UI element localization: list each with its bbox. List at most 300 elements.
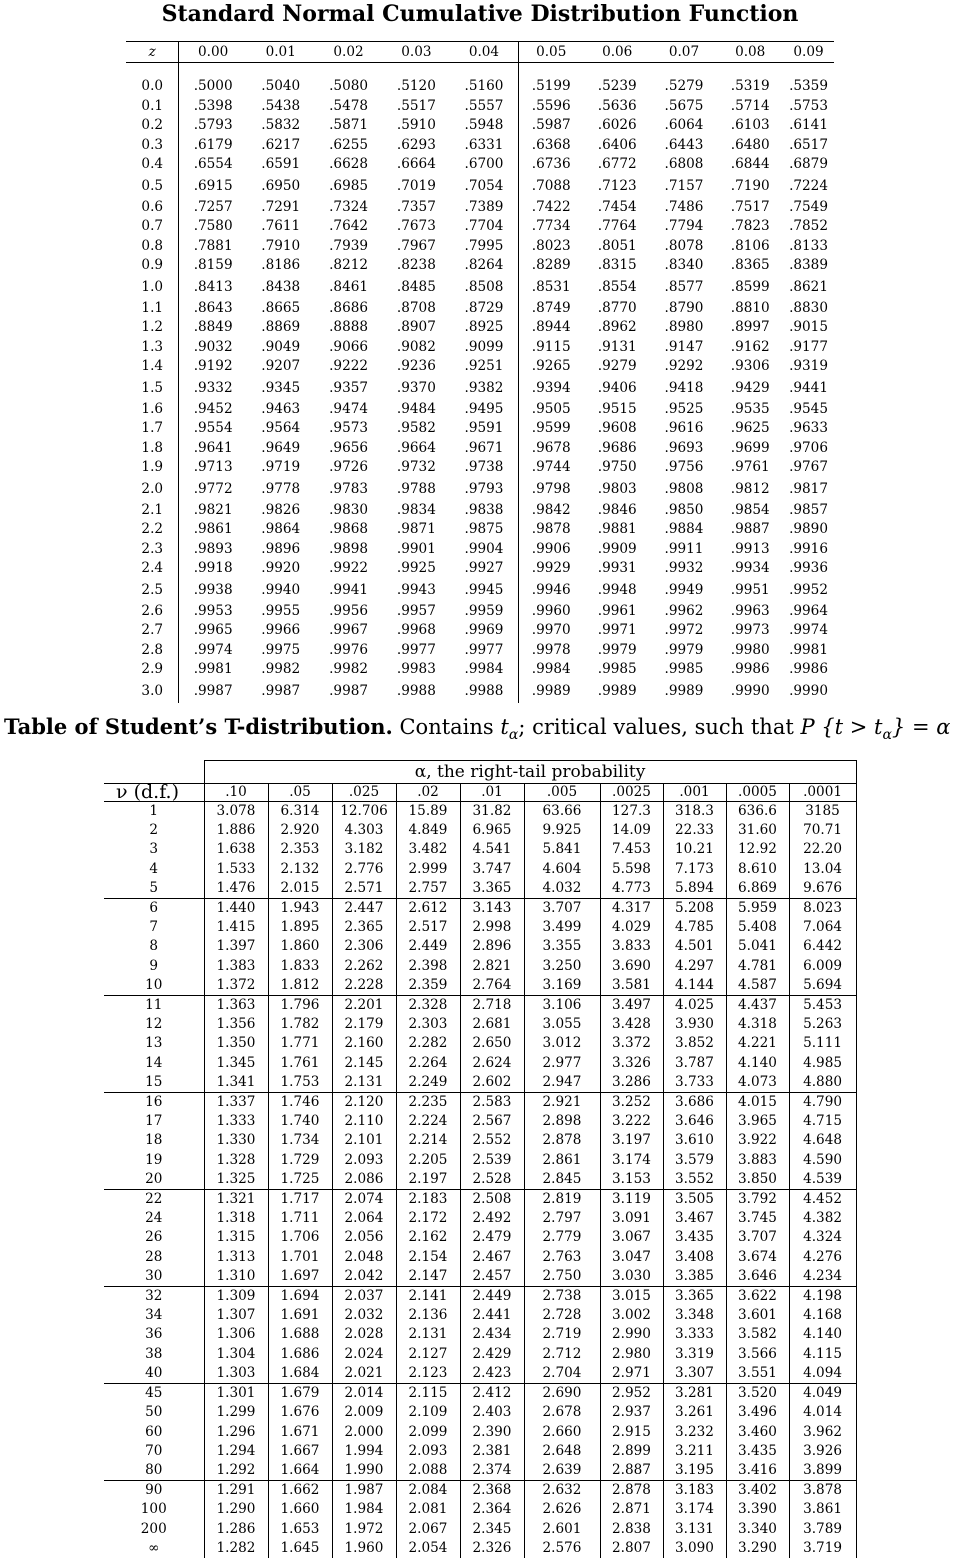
t-critical-cell: 2.990	[600, 1325, 663, 1344]
t-critical-cell: 2.024	[332, 1345, 396, 1364]
t-critical-cell: 2.937	[600, 1403, 663, 1422]
t-critical-cell: 3.002	[600, 1306, 663, 1325]
t-critical-cell: 2.042	[332, 1267, 396, 1287]
df-header: ν (d.f.)	[104, 784, 204, 802]
t-critical-cell: 1.796	[268, 996, 332, 1016]
t-critical-cell: 5.208	[663, 899, 726, 919]
cdf-cell: .5636	[597, 97, 637, 114]
cdf-cell: .9962	[664, 602, 704, 619]
cdf-cell: .9941	[329, 581, 369, 598]
t-critical-cell: 2.750	[524, 1267, 600, 1287]
t-critical-cell: 2.127	[396, 1345, 460, 1364]
t-critical-cell: 3.497	[600, 996, 663, 1016]
t-critical-cell: 4.234	[789, 1267, 856, 1287]
z-value: 1.0	[126, 276, 179, 299]
cdf-cell: .5517	[396, 97, 436, 114]
t-critical-cell: 4.604	[524, 860, 600, 879]
df-value: 6	[104, 899, 204, 919]
cdf-cell: .9949	[664, 581, 704, 598]
t-title-formula-sub: α	[882, 727, 892, 744]
cdf-cell: .8264	[450, 256, 518, 276]
t-critical-cell: 1.886	[204, 821, 268, 840]
cdf-cell: .9977	[396, 641, 436, 658]
t-critical-cell: 3.610	[663, 1131, 726, 1150]
t-critical-cell: 2.807	[600, 1539, 663, 1558]
t-critical-cell: 3.646	[663, 1112, 726, 1131]
t-title-bold: Table of Student’s T-distribution.	[4, 714, 393, 739]
df-value: 32	[104, 1287, 204, 1307]
cdf-cell: .9826	[261, 501, 301, 518]
cdf-cell: .9988	[450, 680, 518, 703]
t-critical-cell: 22.33	[663, 821, 726, 840]
t-title-sub: α	[508, 727, 519, 744]
t-critical-cell: 2.821	[460, 957, 524, 976]
cdf-cell: .9222	[329, 358, 369, 374]
t-critical-cell: 2.479	[460, 1228, 524, 1247]
cdf-cell: .9699	[730, 439, 770, 456]
cdf-cell: .9983	[396, 661, 436, 677]
t-critical-cell: 4.094	[789, 1364, 856, 1384]
t-critical-cell: 1.645	[268, 1539, 332, 1558]
t-critical-cell: 14.09	[600, 821, 663, 840]
t-critical-cell: 1.711	[268, 1209, 332, 1228]
t-critical-cell: 1.740	[268, 1112, 332, 1131]
normal-row	[126, 400, 834, 420]
t-row	[104, 1190, 856, 1210]
t-critical-cell: 4.715	[789, 1112, 856, 1131]
cdf-cell: .6950	[261, 177, 301, 194]
cdf-cell: .9429	[730, 379, 770, 396]
cdf-cell: .8907	[396, 319, 436, 335]
t-critical-cell: 2.054	[396, 1539, 460, 1558]
df-value: 15	[104, 1073, 204, 1093]
t-critical-cell: 2.262	[332, 957, 396, 976]
cdf-cell: .6255	[329, 136, 369, 153]
cdf-cell: .9987	[329, 682, 369, 699]
t-critical-cell: 3.183	[663, 1481, 726, 1501]
t-critical-cell: 1.812	[268, 976, 332, 996]
cdf-cell: .8133	[789, 237, 828, 254]
t-critical-cell: 2.000	[332, 1423, 396, 1442]
df-value: 3	[104, 840, 204, 859]
cdf-cell: .9964	[789, 602, 828, 619]
t-critical-cell: 2.626	[524, 1500, 600, 1519]
t-critical-cell: 2.201	[332, 996, 396, 1016]
z-value: 2.0	[126, 478, 179, 501]
cdf-cell: .8212	[329, 257, 369, 273]
cdf-cell: .8708	[396, 299, 436, 316]
t-critical-cell: 1.318	[204, 1209, 268, 1228]
t-row	[104, 1539, 856, 1558]
t-critical-cell: 2.021	[332, 1364, 396, 1384]
t-critical-cell: 3.222	[600, 1112, 663, 1131]
t-row	[104, 1461, 856, 1481]
t-critical-cell: 1.662	[268, 1481, 332, 1501]
t-critical-cell: 3.340	[726, 1520, 789, 1539]
t-row	[104, 821, 856, 840]
z-value: 1.4	[126, 357, 179, 377]
z-value: 0.9	[126, 256, 179, 276]
alpha-col-header: .0025	[600, 784, 663, 802]
t-row	[104, 976, 856, 996]
z-value: 0.2	[126, 116, 179, 136]
t-critical-cell: 6.009	[789, 957, 856, 976]
t-critical-cell: 2.838	[600, 1520, 663, 1539]
cdf-cell: .9881	[597, 521, 637, 537]
t-critical-cell: 4.880	[789, 1073, 856, 1093]
t-critical-cell: 7.173	[663, 860, 726, 879]
df-value: 11	[104, 996, 204, 1016]
z-value: 1.6	[126, 400, 179, 420]
t-critical-cell: 3.012	[524, 1034, 600, 1053]
normal-col-header: 0.07	[651, 42, 718, 63]
cdf-cell: .9147	[664, 338, 704, 355]
t-critical-cell: 1.686	[268, 1345, 332, 1364]
cdf-cell: .9162	[730, 338, 770, 355]
cdf-cell: .6443	[664, 136, 704, 153]
t-critical-cell: 3.182	[332, 840, 396, 859]
t-critical-cell: 2.602	[460, 1073, 524, 1093]
normal-row	[126, 458, 834, 478]
cdf-cell: .8643	[193, 299, 233, 316]
t-title-formula: P {t > t	[800, 715, 883, 739]
normal-row	[126, 276, 834, 299]
alpha-col-header: .001	[663, 784, 726, 802]
df-value: 200	[104, 1520, 204, 1539]
cdf-cell: .9987	[193, 682, 233, 699]
cdf-cell: .5160	[450, 77, 518, 97]
t-critical-cell: 4.648	[789, 1131, 856, 1150]
t-critical-cell: 2.921	[524, 1093, 600, 1113]
cdf-cell: .6293	[396, 136, 436, 153]
cdf-cell: .8869	[261, 319, 301, 335]
t-critical-cell: 2.398	[396, 957, 460, 976]
cdf-cell: .7734	[531, 218, 571, 234]
cdf-cell: .8849	[193, 319, 233, 335]
t-critical-cell: 1.341	[204, 1073, 268, 1093]
cdf-cell: .8997	[730, 319, 770, 335]
t-critical-cell: 3.579	[663, 1151, 726, 1170]
cdf-cell: .9738	[450, 458, 518, 478]
cdf-cell: .9671	[450, 439, 518, 459]
t-title-text1: Contains	[392, 715, 501, 739]
cdf-cell: .7224	[789, 177, 828, 194]
t-critical-cell: 4.501	[663, 937, 726, 956]
t-critical-cell: 3.211	[663, 1442, 726, 1461]
t-critical-cell: 3.833	[600, 937, 663, 956]
t-critical-cell: 3.733	[663, 1073, 726, 1093]
cdf-cell: .9808	[664, 480, 704, 497]
t-critical-cell: 3.286	[600, 1073, 663, 1093]
t-critical-cell: 2.528	[460, 1170, 524, 1190]
cdf-cell: .8315	[597, 257, 637, 273]
cdf-cell: .9916	[789, 540, 828, 557]
t-critical-cell: 2.624	[460, 1054, 524, 1073]
t-row	[104, 918, 856, 937]
t-critical-cell: 1.282	[204, 1539, 268, 1558]
cdf-cell: .9554	[193, 420, 233, 436]
t-critical-cell: 3.747	[460, 860, 524, 879]
cdf-cell: .8770	[597, 299, 637, 316]
z-value: 0.3	[126, 136, 179, 156]
t-critical-cell: 2.048	[332, 1248, 396, 1267]
t-critical-cell: 3185	[789, 802, 856, 822]
t-critical-cell: 3.460	[726, 1423, 789, 1442]
t-critical-cell: 1.684	[268, 1364, 332, 1384]
t-critical-cell: 5.111	[789, 1034, 856, 1053]
t-critical-cell: 3.290	[726, 1539, 789, 1558]
cdf-cell: .9975	[261, 641, 301, 658]
cdf-cell: .9967	[329, 622, 369, 638]
cdf-cell: .9582	[396, 420, 436, 436]
t-critical-cell: 3.899	[789, 1461, 856, 1481]
df-value: 2	[104, 821, 204, 840]
t-critical-cell: 3.622	[726, 1287, 789, 1307]
t-critical-cell: 3.119	[600, 1190, 663, 1210]
z-value: 2.8	[126, 641, 179, 661]
t-critical-cell: 2.110	[332, 1112, 396, 1131]
t-critical-cell: 3.385	[663, 1267, 726, 1287]
t-critical-cell: 3.319	[663, 1345, 726, 1364]
cdf-cell: .7704	[450, 217, 518, 237]
t-critical-cell: 3.686	[663, 1093, 726, 1113]
t-critical-cell: 2.764	[460, 976, 524, 996]
cdf-cell: .9925	[396, 560, 436, 576]
t-critical-cell: 2.999	[396, 860, 460, 879]
cdf-cell: .9974	[193, 641, 233, 658]
cdf-cell: .9744	[531, 459, 571, 475]
cdf-cell: .9207	[261, 358, 301, 374]
cdf-cell: .9015	[789, 319, 828, 335]
cdf-cell: .9978	[531, 641, 571, 658]
cdf-cell: .6591	[261, 156, 301, 172]
normal-row	[126, 237, 834, 257]
t-title-text2: ; critical values, such that	[518, 715, 801, 739]
t-critical-cell: 6.314	[268, 802, 332, 822]
t-critical-cell: 2.576	[524, 1539, 600, 1558]
cdf-cell: .9946	[531, 581, 571, 598]
cdf-cell: .9868	[329, 521, 369, 537]
t-critical-cell: 2.539	[460, 1151, 524, 1170]
df-value: 50	[104, 1403, 204, 1422]
t-critical-cell: 1.833	[268, 957, 332, 976]
cdf-cell: .9713	[193, 459, 233, 475]
t-critical-cell: 2.861	[524, 1151, 600, 1170]
t-critical-cell: 3.428	[600, 1015, 663, 1034]
cdf-cell: .6879	[789, 156, 828, 172]
t-row	[104, 840, 856, 859]
cdf-cell: .8790	[664, 299, 704, 316]
t-critical-cell: 1.350	[204, 1034, 268, 1053]
t-critical-cell: 2.776	[332, 860, 396, 879]
t-critical-cell: 3.195	[663, 1461, 726, 1481]
t-critical-cell: 2.678	[524, 1403, 600, 1422]
cdf-cell: .9783	[329, 480, 369, 497]
cdf-cell: .9649	[261, 439, 301, 456]
df-value: 10	[104, 976, 204, 996]
t-row	[104, 1267, 856, 1287]
t-critical-cell: 2.650	[460, 1034, 524, 1053]
t-row	[104, 860, 856, 879]
t-critical-cell: 1.725	[268, 1170, 332, 1190]
cdf-cell: .8051	[597, 237, 637, 254]
t-critical-cell: 2.508	[460, 1190, 524, 1210]
cdf-cell: .7291	[261, 198, 301, 215]
t-critical-cell: 4.140	[789, 1325, 856, 1344]
t-critical-cell: 2.183	[396, 1190, 460, 1210]
t-critical-cell: 1.397	[204, 937, 268, 956]
t-row	[104, 1170, 856, 1190]
cdf-cell: .8531	[531, 278, 571, 295]
t-critical-cell: 2.214	[396, 1131, 460, 1150]
cdf-cell: .5753	[789, 97, 828, 114]
cdf-cell: .7611	[261, 218, 301, 234]
t-critical-cell: 2.224	[396, 1112, 460, 1131]
t-row	[104, 1015, 856, 1034]
t-table-title	[4, 712, 950, 742]
cdf-cell: .9236	[396, 358, 436, 374]
t-row	[104, 1093, 856, 1113]
t-critical-cell: 3.850	[726, 1170, 789, 1190]
normal-col-header: 0.02	[315, 42, 383, 63]
t-critical-cell: 2.779	[524, 1228, 600, 1247]
cdf-cell: .8023	[531, 237, 571, 254]
t-critical-cell: 1.688	[268, 1325, 332, 1344]
df-value: 100	[104, 1500, 204, 1519]
t-critical-cell: 3.408	[663, 1248, 726, 1267]
cdf-cell: .9956	[329, 602, 369, 619]
cdf-cell: .9911	[664, 540, 704, 557]
t-critical-cell: 3.878	[789, 1481, 856, 1501]
t-critical-cell: 1.990	[332, 1461, 396, 1481]
t-critical-cell: 2.009	[332, 1403, 396, 1422]
cdf-cell: .9906	[531, 540, 571, 557]
t-critical-cell: 2.328	[396, 996, 460, 1016]
t-critical-cell: 3.143	[460, 899, 524, 919]
t-critical-cell: 3.078	[204, 802, 268, 822]
cdf-cell: .9982	[329, 661, 369, 677]
t-critical-cell: 2.067	[396, 1520, 460, 1539]
cdf-cell: .9756	[664, 459, 704, 475]
t-header-row-2	[104, 784, 856, 802]
cdf-cell: .7881	[193, 237, 233, 254]
cdf-cell: .7673	[396, 218, 436, 234]
cdf-cell: .9990	[730, 682, 770, 699]
t-critical-cell: 1.333	[204, 1112, 268, 1131]
t-critical-cell: 4.781	[726, 957, 789, 976]
cdf-cell: .9909	[597, 540, 637, 557]
cdf-cell: .9963	[730, 602, 770, 619]
cdf-cell: .9793	[450, 478, 518, 501]
cdf-cell: .9564	[261, 420, 301, 436]
t-critical-cell: 1.372	[204, 976, 268, 996]
z-value: 0.4	[126, 155, 179, 175]
t-critical-cell: 2.056	[332, 1228, 396, 1247]
cdf-cell: .9750	[597, 459, 637, 475]
df-value: 90	[104, 1481, 204, 1501]
t-row	[104, 937, 856, 956]
t-critical-cell: 1.860	[268, 937, 332, 956]
t-critical-cell: 1.440	[204, 899, 268, 919]
t-critical-cell: 2.952	[600, 1384, 663, 1404]
t-critical-cell: 1.660	[268, 1500, 332, 1519]
normal-row	[126, 217, 834, 237]
cdf-cell: .9382	[450, 377, 518, 400]
cdf-cell: .9812	[730, 480, 770, 497]
cdf-cell: .9803	[597, 480, 637, 497]
cdf-cell: .9961	[597, 602, 637, 619]
cdf-cell: .8508	[450, 276, 518, 299]
df-value: 16	[104, 1093, 204, 1113]
t-critical-cell: 2.887	[600, 1461, 663, 1481]
t-row	[104, 1364, 856, 1384]
t-critical-cell: 2.845	[524, 1170, 600, 1190]
cdf-cell: .9896	[261, 540, 301, 557]
t-critical-cell: 1.356	[204, 1015, 268, 1034]
t-critical-cell: 4.849	[396, 821, 460, 840]
t-critical-cell: 3.930	[663, 1015, 726, 1034]
t-critical-cell: 2.423	[460, 1364, 524, 1384]
t-critical-cell: 4.541	[460, 840, 524, 859]
cdf-cell: .8944	[531, 319, 571, 335]
t-row	[104, 1306, 856, 1325]
cdf-cell: .9599	[531, 420, 571, 436]
t-critical-cell: 2.718	[460, 996, 524, 1016]
cdf-cell: .6331	[450, 136, 518, 156]
cdf-cell: .9850	[664, 501, 704, 518]
cdf-cell: .9913	[730, 540, 770, 557]
cdf-cell: .9066	[329, 338, 369, 355]
cdf-cell: .6844	[730, 156, 770, 172]
t-critical-cell: 4.276	[789, 1248, 856, 1267]
t-critical-cell: 2.390	[460, 1423, 524, 1442]
t-critical-cell: 3.174	[663, 1500, 726, 1519]
z-value: 1.5	[126, 377, 179, 400]
cdf-cell: .9545	[789, 400, 828, 417]
normal-row	[126, 621, 834, 641]
t-critical-cell: 2.084	[396, 1481, 460, 1501]
cdf-cell: .8810	[730, 299, 770, 316]
cdf-cell: .9959	[450, 602, 518, 622]
t-critical-cell: 1.679	[268, 1384, 332, 1404]
df-value: 19	[104, 1151, 204, 1170]
t-critical-cell: 6.965	[460, 821, 524, 840]
normal-col-header: 0.04	[450, 42, 518, 63]
t-critical-cell: 1.363	[204, 996, 268, 1016]
t-critical-cell: 1.701	[268, 1248, 332, 1267]
cdf-cell: .9970	[531, 622, 571, 638]
t-critical-cell: 2.719	[524, 1325, 600, 1344]
t-critical-cell: 2.120	[332, 1093, 396, 1113]
t-critical-cell: 2.690	[524, 1384, 600, 1404]
df-value: 36	[104, 1325, 204, 1344]
t-critical-cell: 5.408	[726, 918, 789, 937]
t-critical-cell: 2.364	[460, 1500, 524, 1519]
cdf-cell: .8888	[329, 319, 369, 335]
t-critical-cell: 4.221	[726, 1034, 789, 1053]
t-critical-cell: 1.960	[332, 1539, 396, 1558]
cdf-cell: .9838	[450, 501, 518, 521]
t-critical-cell: 1.294	[204, 1442, 268, 1461]
cdf-cell: .7123	[597, 177, 637, 194]
t-critical-cell: 2.441	[460, 1306, 524, 1325]
t-critical-cell: 4.032	[524, 879, 600, 899]
cdf-cell: .8238	[396, 257, 436, 273]
cdf-cell: .9332	[193, 379, 233, 396]
t-critical-cell: 3.169	[524, 976, 600, 996]
t-critical-cell: 3.090	[663, 1539, 726, 1558]
z-value: 2.1	[126, 501, 179, 521]
